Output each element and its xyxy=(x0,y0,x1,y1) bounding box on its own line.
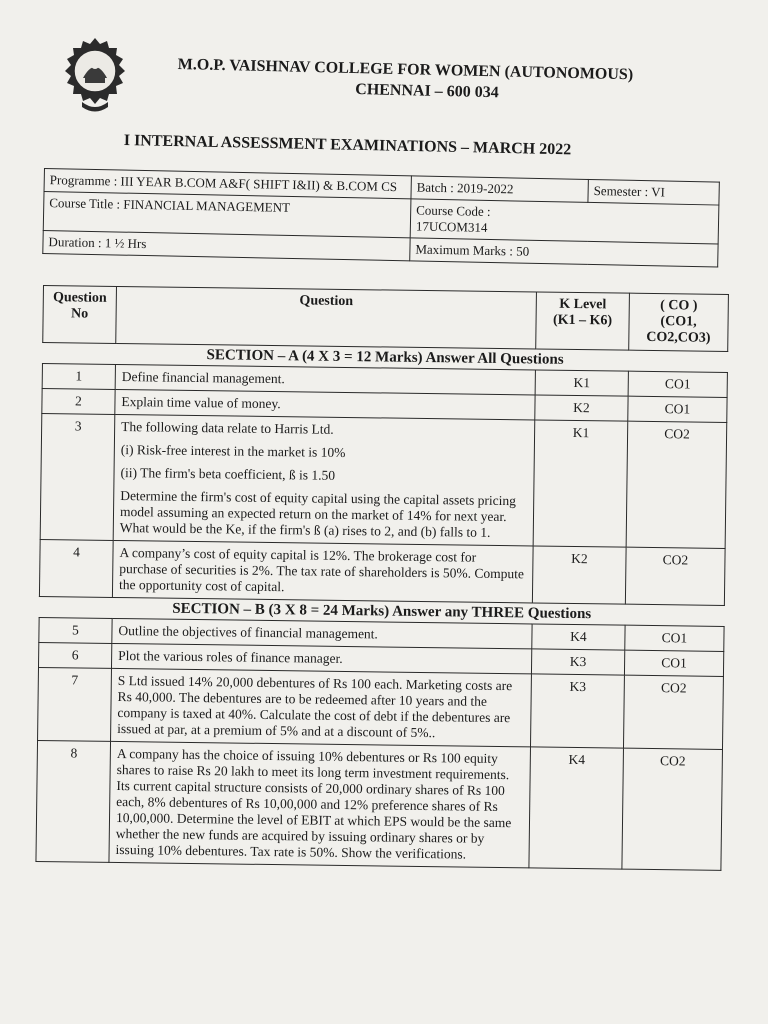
qno-header-line1: Question xyxy=(52,290,107,306)
college-name-line1: M.O.P. VAISHNAV COLLEGE FOR WOMEN (AUTONOMOUS) xyxy=(177,55,634,84)
question-number: 1 xyxy=(42,363,115,389)
k-level: K4 xyxy=(529,747,624,869)
co-header-line3: CO2,CO3) xyxy=(646,329,711,346)
k-level: K1 xyxy=(533,420,628,547)
course-outcome: CO2 xyxy=(623,675,723,749)
question-given-i: (i) Risk-free interest in the market is 10% xyxy=(120,442,346,460)
course-outcome: CO1 xyxy=(628,371,727,397)
exam-title: I INTERNAL ASSESSMENT EXAMINATIONS – MARCH 2022 xyxy=(123,132,572,159)
k-level: K4 xyxy=(532,624,625,650)
question-number: 2 xyxy=(42,388,115,414)
max-marks-cell: Maximum Marks : 50 xyxy=(410,238,718,267)
table-row xyxy=(39,539,725,605)
table-row xyxy=(36,740,723,870)
k-level: K1 xyxy=(535,370,628,396)
college-seal-logo xyxy=(60,36,130,114)
table-row xyxy=(38,667,724,749)
college-name xyxy=(177,54,698,108)
qno-header-line2: No xyxy=(70,306,89,322)
k-header-line2: (K1 – K6) xyxy=(552,312,613,329)
course-outcome: CO2 xyxy=(625,547,725,605)
section-b-title: SECTION – B (3 X 8 = 24 Marks) Answer any THREE Questions xyxy=(172,600,592,623)
course-outcome: CO1 xyxy=(628,396,727,422)
qno-header xyxy=(43,286,117,344)
question-main: Determine the firm's cost of equity capital using the capital assets pricing model assuming an expected return on the market of 14% for next year. What would be the Ke, if the firm's ß (a) rises to 2, and (b) falls to 1. xyxy=(119,488,517,540)
k-header-line1: K Level xyxy=(559,296,607,313)
question-text: S Ltd issued 14% 20,000 debentures of Rs 100 each. Marketing costs are Rs 40,000. The debentures are to be redeemed after 10 years and the company is taxed at 40%. Calculate the cost of debt if the debentures are issued at par, at a premium of 5% and at a discount of 5%.. xyxy=(111,668,532,746)
course-outcome: CO2 xyxy=(622,748,723,870)
course-title-cell: Course Title : FINANCIAL MANAGEMENT xyxy=(43,192,411,238)
question-number: 4 xyxy=(39,539,113,597)
question-text: Define financial management. xyxy=(115,364,535,394)
course-code-text: Course Code : 17UCOM314 xyxy=(415,202,491,235)
course-outcome: CO1 xyxy=(625,625,724,651)
co-header xyxy=(629,293,729,351)
duration-cell: Duration : 1 ½ Hrs xyxy=(43,230,410,260)
k-level: K2 xyxy=(532,546,626,604)
question-text: A company has the choice of issuing 10% debentures or Rs 100 equity shares to raise Rs 20 lakh to meet its long term investment requirements. Its current capital structure consists of 20,000 ordinary shares of Rs 100 each, 8% debentures of Rs 10,00,000 and 12% preference shares of Rs 10,00,000. Determine the level of EBIT at which EPS would be the same whether the new funds are acquired by issuing ordinary shares or by issuing 10% debentures. Tax rate is 50%. Show the verifications. xyxy=(109,741,531,867)
co-header-line1: ( CO ) xyxy=(660,298,698,314)
question-number: 5 xyxy=(39,617,112,643)
co-header-line2: (CO1, xyxy=(660,314,697,330)
question-text: Explain time value of money. xyxy=(115,389,535,419)
k-level-header xyxy=(536,292,630,350)
programme-cell: Programme : III YEAR B.COM A&F( SHIFT I&II) & B.COM CS xyxy=(44,169,411,199)
question-number: 3 xyxy=(40,413,115,540)
question-number: 7 xyxy=(38,667,112,741)
question-text: A company’s cost of equity capital is 12%. The brokerage cost for purchase of securities is 2%. The tax rate of shareholders is 50%. Compute the opportunity cost of capital. xyxy=(112,540,533,602)
course-info-table xyxy=(42,168,720,268)
questions-table xyxy=(35,285,728,871)
question-given-ii: (ii) The firm's beta coefficient, ß is 1.50 xyxy=(120,465,336,483)
batch-cell: Batch : 2019-2022 xyxy=(411,176,588,203)
k-level: K3 xyxy=(530,674,624,748)
section-a-title: SECTION – A (4 X 3 = 12 Marks) Answer All Questions xyxy=(206,347,564,368)
question-header: Question xyxy=(116,286,537,348)
k-level: K2 xyxy=(535,395,628,421)
question-text: Outline the objectives of financial management. xyxy=(112,618,532,648)
question-intro: The following data relate to Harris Ltd. xyxy=(121,419,334,437)
question-text: Plot the various roles of finance manager. xyxy=(111,643,531,673)
table-row xyxy=(40,413,727,548)
question-number: 8 xyxy=(36,740,111,862)
k-level: K3 xyxy=(531,649,624,675)
semester-cell: Semester : VI xyxy=(588,179,719,205)
course-outcome: CO2 xyxy=(626,421,727,548)
question-number: 6 xyxy=(38,642,111,668)
course-code-cell xyxy=(410,199,719,244)
question-text xyxy=(113,414,535,545)
table-header-row xyxy=(43,286,729,352)
course-outcome: CO1 xyxy=(624,650,723,676)
college-city-line: CHENNAI – 600 034 xyxy=(355,81,499,102)
